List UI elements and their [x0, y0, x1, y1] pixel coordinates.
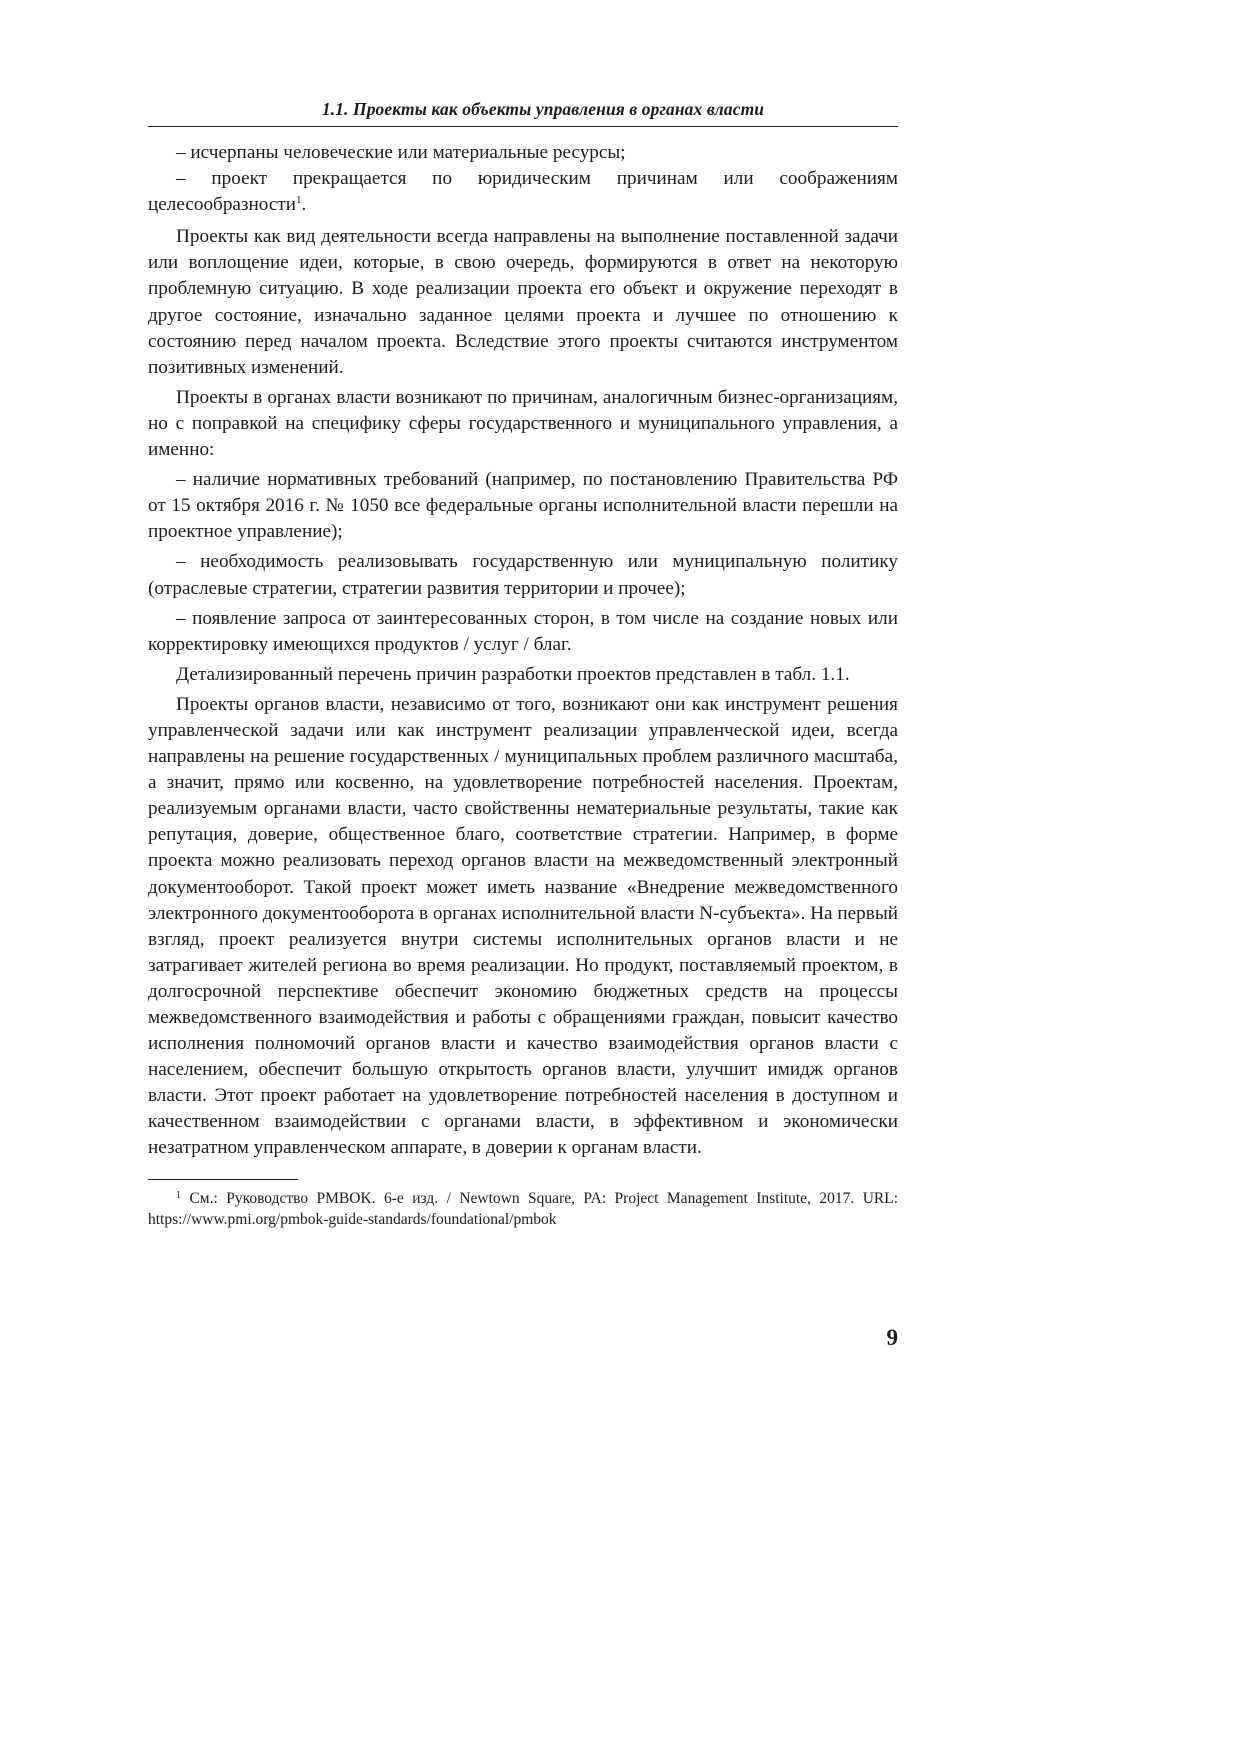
footnote-reference[interactable]: 1 — [296, 194, 302, 207]
footnote-text: См.: Руководство PMBOK. 6-е изд. / Newtown Square, PA: Project Management Institute, 2017. URL: https://www.pmi.org/pmbok-guide-standards/foundational/pmbok — [148, 1189, 899, 1228]
header-divider — [148, 126, 898, 127]
footnote — [148, 1188, 898, 1230]
page — [148, 98, 898, 1230]
list-item-stakeholder-request: – появление запроса от заинтересованных сторон, в том числе на создание новых или корректировку имеющихся продуктов / услуг / благ. — [148, 607, 898, 655]
running-head-title: 1.1. Проекты как объекты управления в органах власти — [321, 99, 765, 119]
list-item-legal-reasons — [148, 166, 898, 218]
page-number: 9 — [886, 1325, 898, 1350]
paragraph-government-projects: Проекты органов власти, независимо от того, возникают они как инструмент решения управленческой задачи или как инструмент реализации управленческой идеи, всегда направлены на решение государственных / муниципальных проблем различного масштаба, а значит, прямо или косвенно, на удовлетворение потребностей населения. Проектам, реализуемым органами власти, часто свойственны нематериальные результаты, такие как репутация, доверие, общественное благо, соответствие стратегии. Например, в форме проекта можно реализовать переход органов власти на межведомственный электронный документооборот. Такой проект может иметь название «Внедрение межведомственного электронного документооборота в органах исполнительной власти N-субъекта». На первый взгляд, проект реализуется внутри системы исполнительных органов власти и не затрагивает жителей региона во время реализации. Но продукт, поставляемый проектом, в долгосрочной перспективе обеспечит экономию бюджетных средств на процессы межведомственного взаимодействия и работы с обращениями граждан, повысит качество исполнения полномочий органов власти и качество взаимодействия органов власти с населением, обеспечит большую открытость органов власти, улучшит имидж органов власти. Этот проект работает на удовлетворение потребностей населения в доступном и качественном взаимодействии с органами власти, в эффективном и экономически незатратном управленческом аппарате, в доверии к органам власти. — [148, 693, 898, 1159]
list-item-normative-requirements: – наличие нормативных требований (например, по постановлению Правительства РФ от 15 октября 2016 г. № 1050 все федеральные органы исполнительной власти перешли на проектное управление); — [148, 469, 898, 543]
footnote-reference-trailing: . — [301, 194, 307, 216]
footnote-number: 1 — [176, 1189, 181, 1201]
paragraph-projects-as-activity: Проекты как вид деятельности всегда направлены на выполнение поставленной задачи или воплощение идеи, которые, в свою очередь, формируются в ответ на некоторую проблемную ситуацию. В ходе реализации проекта его объект и окружение переходят в другое состояние, изначально заданное целями проекта и лучшее по отношению к состоянию перед началом проекта. Вследствие этого проекты считаются инструментом позитивных изменений. — [148, 226, 898, 378]
paragraph-table-reference: Детализированный перечень причин разработки проектов представлен в табл. 1.1. — [176, 663, 850, 685]
paragraph-projects-in-government: Проекты в органах власти возникают по причинам, аналогичным бизнес-организациям, но с поправкой на специфику сферы государственного и муниципального управления, а именно: — [148, 386, 898, 461]
footnote-divider — [148, 1179, 298, 1180]
body-text — [148, 140, 898, 1162]
list-item-policy-implementation: – необходимость реализовывать государственную или муниципальную политику (отраслевые стратегии, стратегии развития территории и прочее); — [148, 551, 898, 599]
list-item-resources: – исчерпаны человеческие или материальные ресурсы; — [176, 142, 626, 163]
list-item-legal-reasons-text: – проект прекращается по юридическим причинам или соображениям целесообразности — [148, 168, 898, 216]
